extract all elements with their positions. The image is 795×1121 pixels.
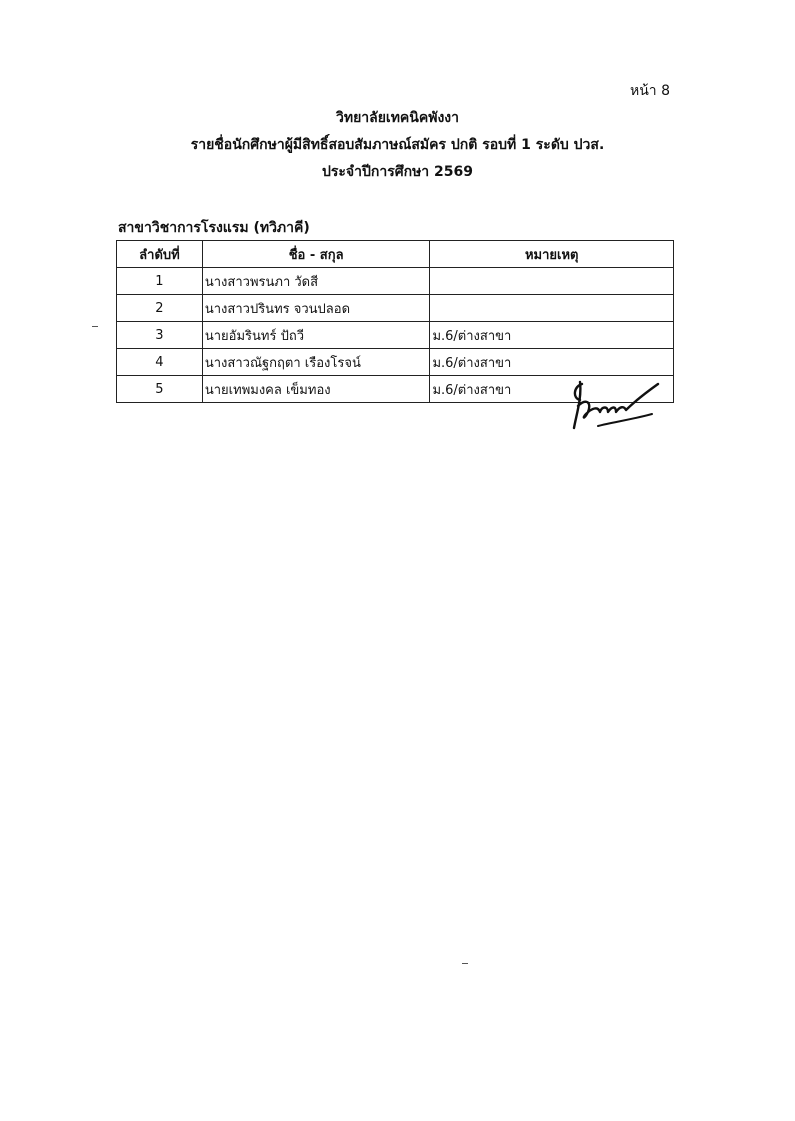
- college-name: วิทยาลัยเทคนิคพังงา: [335, 110, 459, 126]
- row-name: นางสาวณัฐกฤตา เรืองโรจน์: [202, 349, 430, 376]
- table-row: [117, 349, 674, 376]
- row-note: ม.6/ต่างสาขา: [430, 376, 674, 403]
- row-number: 2: [117, 295, 203, 322]
- academic-year: ประจำปีการศึกษา 2569: [321, 164, 474, 180]
- table-row: [117, 295, 674, 322]
- table-header-row: [117, 241, 674, 268]
- scan-speck: [462, 963, 468, 964]
- column-header-number: ลำดับที่: [117, 241, 203, 268]
- row-note: [430, 268, 674, 295]
- row-number: 4: [117, 349, 203, 376]
- row-note: ม.6/ต่างสาขา: [430, 322, 674, 349]
- handwritten-signature: [568, 376, 668, 438]
- row-name: นางสาวพรนภา วัดสี: [202, 268, 430, 295]
- list-title: รายชื่อนักศึกษาผู้มีสิทธิ์สอบสัมภาษณ์สมัคร ปกติ รอบที่ 1 ระดับ ปวส.: [190, 137, 605, 153]
- section-title: สาขาวิชาการโรงแรม (ทวิภาคี): [118, 220, 310, 236]
- row-name: นางสาวปรินทร จวนปลอด: [202, 295, 430, 322]
- row-note: ม.6/ต่างสาขา: [430, 349, 674, 376]
- row-name: นายเทพมงคล เข็มทอง: [202, 376, 430, 403]
- row-name: นายอัมรินทร์ ปัถวี: [202, 322, 430, 349]
- row-number: 3: [117, 322, 203, 349]
- scan-speck: [92, 326, 98, 327]
- table-row: [117, 322, 674, 349]
- page-number: หน้า 8: [630, 83, 671, 99]
- row-number: 1: [117, 268, 203, 295]
- row-number: 5: [117, 376, 203, 403]
- column-header-name: ชื่อ - สกุล: [202, 241, 430, 268]
- row-note: [430, 295, 674, 322]
- table-row: [117, 268, 674, 295]
- column-header-note: หมายเหตุ: [430, 241, 674, 268]
- document-header: [0, 105, 795, 186]
